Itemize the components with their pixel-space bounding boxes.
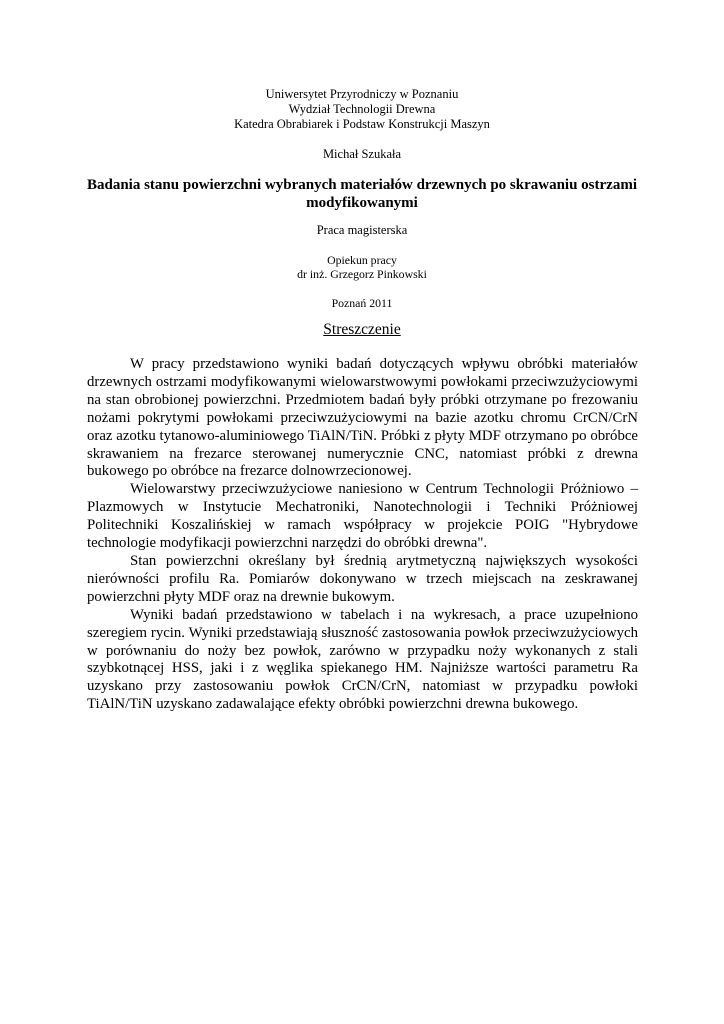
thesis-type: Praca magisterska (316, 223, 408, 237)
abstract-heading: Streszczenie (323, 321, 401, 338)
supervisor-block (0, 253, 724, 281)
thesis-title: Badania stanu powierzchni wybranych materiałów drzewnych po skrawaniu ostrzami modyfikowanymi (86, 177, 637, 211)
abstract-paragraph: Wielowarstwy przeciwzużyciowe naniesiono w Centrum Technologii Próżniowo – Plazmowych w Instytucie Mechatroniki, Nanotechnologii i Techniki Próżniowej Politechniki Koszalińskiej w ramach współpracy w projekcie POIG "Hybrydowe technologie modyfikacji powierzchni narzędzi do obróbki drewna". (87, 481, 638, 552)
author-name: Michał Szukała (322, 147, 402, 161)
abstract-paragraph: W pracy przedstawiono wyniki badań dotyczących wpływu obróbki materiałów drzewnych ostrzami modyfikowanymi wielowarstwowymi powłokami przeciwzużyciowymi na stan obrobionej powierzchni. Przedmiotem badań były próbki otrzymane po frezowaniu nożami pokrytymi powłokami przeciwzużyciowymi na bazie azotku chromu CrCN/CrN oraz azotku tytanowo-aluminiowego TiAlN/TiN. Próbki z płyty MDF otrzymano po obróbce skrawaniem na frezarce sterowanej numerycznie CNC, natomiast próbki z drewna bukowego po obróbce na frezarce dolnowrzecionowej. (87, 356, 638, 480)
place-year: Poznań 2011 (331, 296, 393, 310)
abstract-paragraph: Wyniki badań przedstawiono w tabelach i na wykresach, a prace uzupełniono szeregiem rycin. Wyniki przedstawiają słuszność zastosowania powłok przeciwzużyciowych w porównaniu do noży bez powłok, zarówno w przypadku noży wykonanych z stali szybkotnącej HSS, jaki i z węglika spiekanego HM. Najniższe wartości parametru Ra uzyskano przy zastosowaniu powłok CrCN/CrN, natomiast w przypadku powłoki TiAlN/TiN uzyskano zadawalające efekty obróbki powierzchni drewna bukowego. (87, 606, 638, 713)
university-name: Uniwersytet Przyrodniczy w Poznaniu (265, 87, 459, 101)
supervisor-label: Opiekun pracy (327, 253, 397, 267)
abstract-paragraph: Stan powierzchni określany był średnią arytmetyczną największych wysokości nierówności profilu Ra. Pomiarów dokonywano w trzech miejscach na zeskrawanej powierzchni płyty MDF oraz na drewnie bukowym. (87, 552, 638, 605)
faculty-name: Wydział Technologii Drewna (288, 102, 436, 116)
supervisor-name: dr inż. Grzegorz Pinkowski (297, 267, 427, 281)
department-name: Katedra Obrabiarek i Podstaw Konstrukcji Maszyn (234, 117, 490, 131)
institution-header (0, 87, 724, 132)
abstract-body (87, 356, 638, 714)
